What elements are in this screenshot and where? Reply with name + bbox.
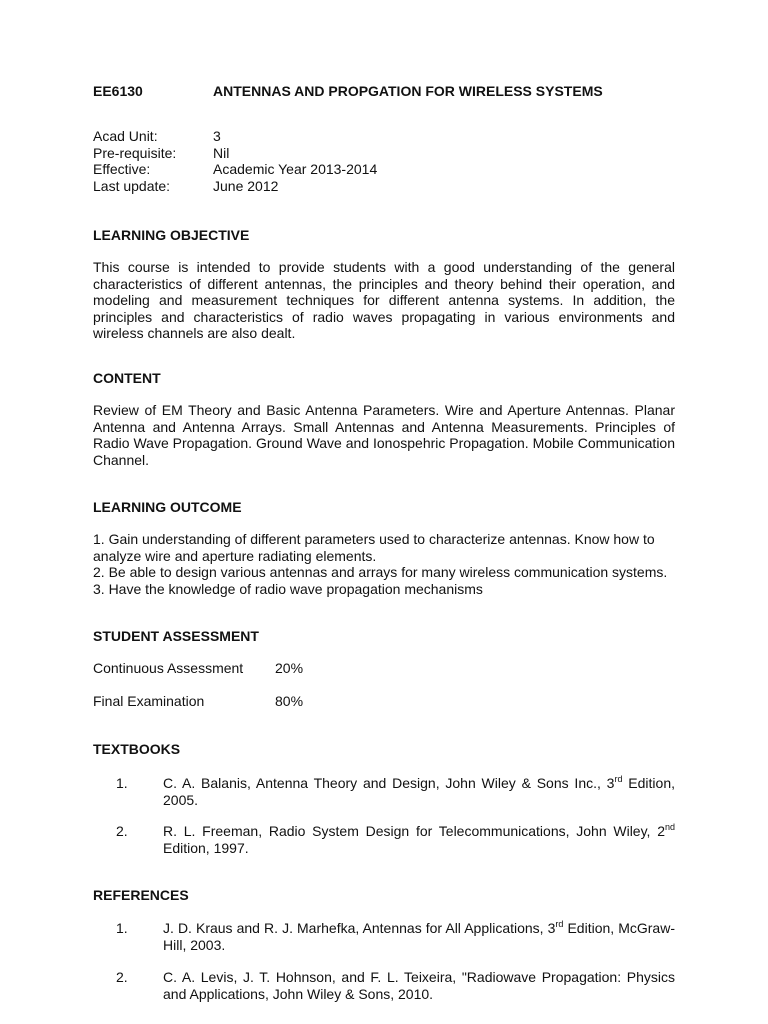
- student-assessment-heading: STUDENT ASSESSMENT: [93, 628, 259, 644]
- assessment-value: 20%: [275, 660, 304, 676]
- meta-value: Nil: [213, 144, 230, 161]
- textbook-citation: C. A. Balanis, Antenna Theory and Design, John Wiley & Sons Inc., 3rd Edition, 2005.: [163, 774, 675, 808]
- reference-citation: C. A. Levis, J. T. Hohnson, and F. L. Teixeira, "Radiowave Propagation: Physics and Applications, John Wiley & Sons, 2010.: [163, 969, 675, 1002]
- textbooks-heading: TEXTBOOKS: [93, 741, 181, 757]
- reference-number: 1.: [116, 920, 128, 936]
- learning-outcome-list: [93, 531, 675, 597]
- meta-value: June 2012: [213, 177, 279, 194]
- meta-label: Effective:: [93, 161, 151, 177]
- reference-number: 2.: [116, 969, 128, 985]
- meta-row-prerequisite: [93, 145, 377, 162]
- content-text: Review of EM Theory and Basic Antenna Parameters. Wire and Aperture Antennas. Planar Antenna and Antenna Arrays. Small Antennas and Antenna Measurements. Principles of Radio Wave Propagation. Ground Wave and Ionospehric Propagation. Mobile Communication Channel.: [93, 402, 675, 468]
- course-title: ANTENNAS AND PROPGATION FOR WIRELESS SYSTEMS: [213, 83, 603, 99]
- meta-label: Pre-requisite:: [93, 144, 177, 161]
- assessment-label: Continuous Assessment: [93, 660, 244, 676]
- outcome-item: 2. Be able to design various antennas and arrays for many wireless communication systems.: [93, 564, 668, 580]
- outcome-item: 1. Gain understanding of different parameters used to characterize antennas. Know how to analyze wire and aperture radiating elements.: [93, 531, 655, 564]
- outcome-item: 3. Have the knowledge of radio wave propagation mechanisms: [93, 580, 483, 597]
- references-heading: REFERENCES: [93, 887, 189, 903]
- assessment-value: 80%: [275, 693, 304, 709]
- reference-citation: J. D. Kraus and R. J. Marhefka, Antennas for All Applications, 3rd Edition, McGraw-Hill, 2003.: [163, 919, 675, 953]
- content-heading: CONTENT: [93, 370, 161, 386]
- meta-row-effective: [93, 161, 377, 178]
- assessment-row-final: [93, 693, 303, 710]
- textbook-citation: R. L. Freeman, Radio System Design for Telecommunications, John Wiley, 2nd Edition, 1997.: [163, 822, 675, 856]
- meta-value: Academic Year 2013-2014: [213, 161, 378, 177]
- textbook-number: 2.: [116, 823, 128, 839]
- learning-objective-heading: LEARNING OBJECTIVE: [93, 227, 250, 243]
- meta-value: 3: [213, 128, 221, 144]
- course-header: [93, 83, 603, 100]
- learning-objective-text: This course is intended to provide students with a good understanding of the general characteristics of different antennas, the principles and theory behind their operation, and modeling and measurement techniques for different antenna systems. In addition, the principles and characteristics of radio waves propagating in various environments and wireless channels are also dealt.: [93, 259, 675, 341]
- course-meta: [93, 128, 377, 194]
- course-code: EE6130: [93, 83, 143, 99]
- assessment-row-continuous: [93, 660, 303, 677]
- meta-row-acad-unit: [93, 128, 377, 145]
- assessment-label: Final Examination: [93, 693, 205, 709]
- meta-label: Acad Unit:: [93, 128, 158, 144]
- textbook-number: 1.: [116, 775, 128, 791]
- learning-outcome-heading: LEARNING OUTCOME: [93, 499, 242, 515]
- meta-row-last-update: [93, 178, 377, 195]
- meta-label: Last update:: [93, 177, 171, 194]
